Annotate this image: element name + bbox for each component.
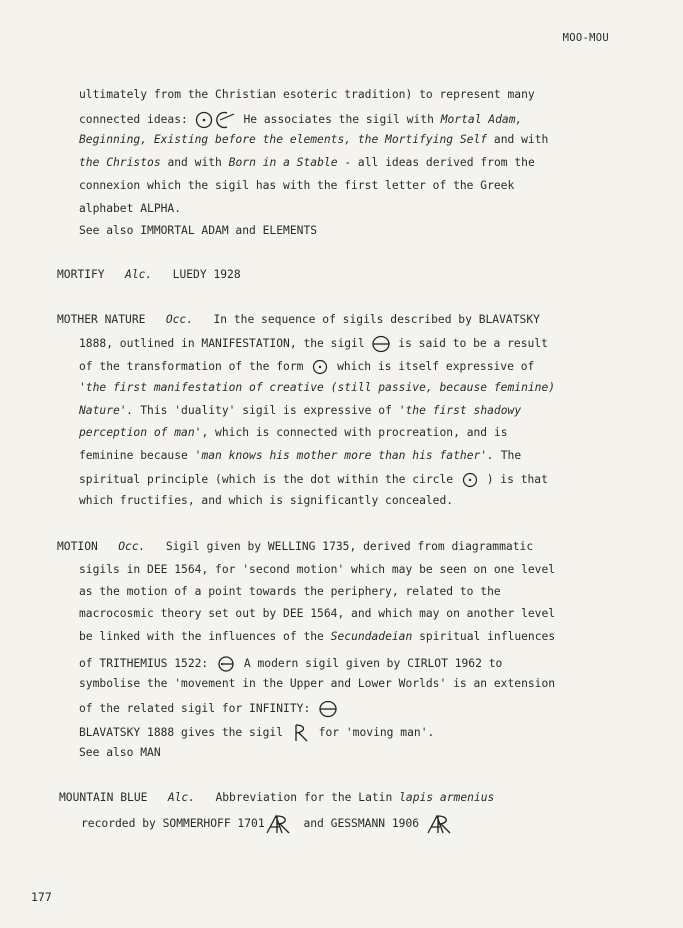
entry-mountain-blue-line-2 [81, 813, 458, 835]
intro-text: connected ideas: [79, 113, 188, 126]
intro-text: - all ideas derived from the [344, 156, 535, 169]
entry-text: ) is that [486, 473, 548, 486]
entry-text: spiritual principle (which is the dot within the circle [79, 473, 454, 486]
entry-heading: MORTIFY [57, 268, 105, 281]
entry-heading: MOTHER NATURE [57, 313, 146, 326]
motion-sigil-icon [215, 655, 237, 673]
intro-line-5: connexion which the sigil has with the first letter of the Greek [79, 179, 515, 192]
ar-monogram-sigil-icon [426, 813, 458, 835]
entry-heading: MOTION [57, 540, 98, 553]
intro-text: and with [167, 156, 222, 169]
entry-italic: perception of man' [79, 426, 202, 439]
entry-text: be linked with the influences of the [79, 630, 324, 643]
intro-italic: the Christos [79, 156, 161, 169]
entry-mother-nature-line-8 [79, 471, 548, 489]
entry-text: recorded by SOMMERHOFF 1701 [81, 817, 265, 830]
entry-italic: 'the first shadowy [398, 404, 522, 417]
entry-text: of TRITHEMIUS 1522: [79, 657, 209, 670]
entry-motion-line-6 [79, 655, 502, 673]
entry-text: feminine because [79, 449, 188, 462]
entry-motion-line-3: as the motion of a point towards the periphery, related to the [79, 585, 501, 598]
entry-text: , which is connected with procreation, and is [201, 426, 508, 439]
entry-tag: Alc. [125, 268, 153, 281]
entry-mother-nature-line-3 [79, 358, 534, 376]
entry-mother-nature-line-4 [79, 381, 555, 395]
intro-text: and with [493, 133, 549, 146]
entry-mother-nature-line-9: which fructifies, and which is significantly concealed. [79, 494, 454, 507]
entry-text: for 'moving man'. [318, 726, 435, 739]
entry-italic: 'the first manifestation of creative (still passive, because feminine) [79, 381, 556, 394]
entry-text: BLAVATSKY 1888 gives the sigil [79, 726, 284, 739]
entry-text: In the sequence of sigils described by BLAVATSKY [213, 313, 540, 326]
ar-monogram-sigil-icon [265, 813, 297, 835]
intro-italic: Beginning, Existing before the elements, the Mortifying Self [79, 133, 488, 146]
moving-man-sigil-icon [290, 723, 312, 743]
entry-italic: lapis armenius [399, 791, 495, 804]
entry-italic: Secundadeian [330, 630, 413, 643]
entry-mother-nature-line-7 [79, 449, 521, 463]
intro-see-also: See also IMMORTAL ADAM and ELEMENTS [79, 224, 318, 237]
entry-motion-line-1 [57, 540, 533, 554]
intro-line-2 [79, 111, 522, 129]
entry-tag: Alc. [167, 791, 196, 804]
page-number: 177 [31, 890, 52, 904]
entry-text: of the transformation of the form [79, 360, 304, 373]
entry-text: is said to be a result [398, 337, 548, 350]
entry-heading: MOUNTAIN BLUE [59, 791, 148, 804]
entry-motion-line-2: sigils in DEE 1564, for 'second motion' which may be seen on one level [79, 563, 556, 576]
entry-mortify [57, 268, 241, 282]
entry-mother-nature-line-2 [79, 335, 548, 353]
entry-tag: Occ. [165, 313, 194, 326]
entry-motion-line-7: symbolise the 'movement in the Upper and Lower Worlds' is an extension [79, 677, 556, 690]
entry-text: A modern sigil given by CIRLOT 1962 to [243, 657, 503, 670]
entry-text: The [500, 449, 522, 462]
entry-motion-line-9 [79, 723, 434, 743]
entry-motion-line-5 [79, 630, 555, 644]
entry-motion-line-8 [79, 700, 339, 718]
entry-mother-nature-line-6 [79, 426, 508, 440]
infinity-sigil-icon [317, 700, 339, 718]
entry-mountain-blue-line-1 [59, 791, 494, 805]
intro-italic: Mortal Adam, [440, 113, 523, 126]
entry-mother-nature-line-1 [57, 313, 540, 327]
intro-line-3 [79, 133, 548, 147]
entry-italic: 'man knows his mother more than his father'. [194, 449, 494, 462]
entry-text: Abbreviation for the Latin [215, 791, 393, 804]
point-circle-sigil-icon [310, 358, 330, 376]
entry-text: LUEDY 1928 [172, 268, 241, 281]
entry-text: 1888, outlined in MANIFESTATION, the sigil [79, 337, 365, 350]
intro-line-6: alphabet ALPHA. [79, 202, 182, 215]
entry-text: and GESSMANN 1906 [303, 817, 420, 830]
intro-text: He associates the sigil with [243, 113, 434, 126]
entry-tag: Occ. [118, 540, 146, 553]
intro-line-4 [79, 156, 535, 170]
entry-text: of the related sigil for INFINITY: [79, 702, 311, 715]
point-circle-sigil-icon [460, 471, 480, 489]
entry-motion-line-4: macrocosmic theory set out by DEE 1564, and which may on another level [79, 607, 556, 620]
intro-italic: Born in a Stable [228, 156, 338, 169]
intro-line-1: ultimately from the Christian esoteric tradition) to represent many [79, 88, 535, 101]
theta-sigil-icon [371, 335, 391, 353]
entry-italic: Nature'. [79, 404, 134, 417]
entry-text: which is itself expressive of [337, 360, 535, 373]
entry-text: spiritual influences [419, 630, 556, 643]
entry-text: This 'duality' sigil is expressive of [140, 404, 392, 417]
entry-motion-see-also: See also MAN [79, 746, 161, 759]
running-head: MOO-MOU [562, 32, 609, 44]
alpha-sigil-icon [195, 111, 237, 129]
entry-mother-nature-line-5 [79, 404, 521, 418]
entry-text: Sigil given by WELLING 1735, derived from diagrammatic [165, 540, 534, 553]
